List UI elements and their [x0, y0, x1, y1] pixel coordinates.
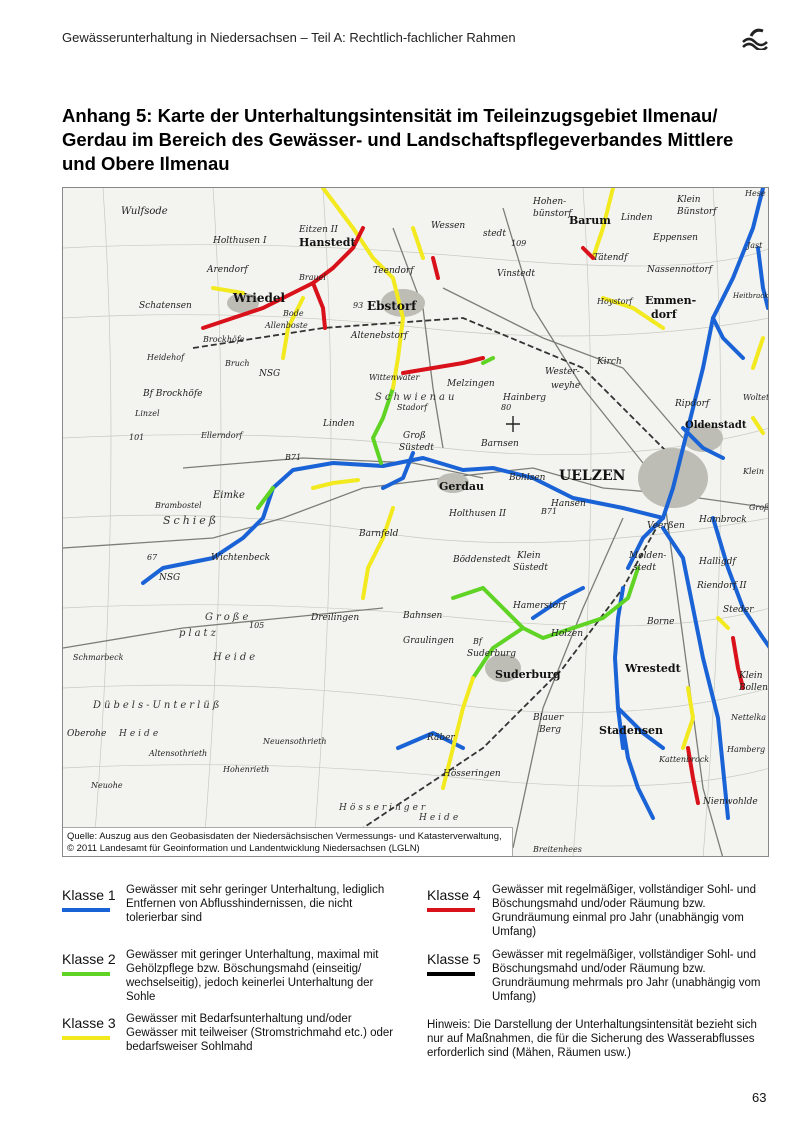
place-label: UELZEN — [559, 468, 626, 484]
place-label: Nassennottorf — [647, 265, 713, 275]
place-label: Steder — [723, 605, 754, 615]
place-label: Eitzen II — [299, 225, 338, 235]
place-label: Heide — [213, 652, 259, 663]
place-label: Barnsen — [481, 439, 519, 449]
place-label: Klein — [677, 195, 701, 205]
place-label: Graulingen — [403, 636, 455, 646]
place-label: Linden — [621, 213, 653, 223]
legend-swatch-klasse-5 — [427, 972, 475, 976]
place-label: 80 — [501, 403, 512, 412]
place-label: Molden- — [629, 551, 667, 561]
place-label: Blauer — [533, 713, 564, 723]
place-label: Vinstedt — [497, 269, 535, 279]
place-label: Hoystorf — [597, 297, 633, 306]
place-label: Süstedt — [399, 443, 434, 453]
place-label: Berg — [539, 725, 562, 735]
legend-swatch-klasse-3 — [62, 1036, 110, 1040]
place-label: Ebstorf — [367, 299, 417, 313]
legend-desc-klasse-2: Gewässer mit geringer Unterhaltung, maximal mit Gehölzpflege bzw. Böschungsmahd (einseitig/ wechselseitig), jedoch keinerlei Unterhaltung der Sohle — [126, 949, 379, 1003]
place-label: platz — [179, 628, 219, 639]
place-label: Heidehof — [147, 353, 185, 362]
place-label: Groß — [403, 431, 426, 441]
place-label: Holzen — [551, 629, 584, 639]
place-label: Kattenbrock — [659, 755, 710, 764]
place-label: Eppensen — [653, 233, 698, 243]
place-label: Bahnsen — [403, 611, 443, 621]
place-label: Emmen- — [645, 294, 697, 307]
place-label: 93 — [353, 301, 364, 310]
place-label: Suderburg — [467, 649, 516, 659]
legend-desc-klasse-1: Gewässer mit sehr geringer Unterhaltung, lediglich Entfernen von Abflusshindernissen, die nicht tolerierbar sind — [126, 884, 385, 924]
place-label: Wulfsode — [121, 206, 168, 217]
place-label: Bode — [283, 309, 304, 318]
place-label: Hösseringer — [339, 803, 429, 813]
place-label: Hansen — [551, 499, 586, 509]
place-label: Neuensothrieth — [263, 737, 327, 746]
place-label: Stadensen — [599, 724, 664, 737]
page-title: Anhang 5: Karte der Unterhaltungsintensität im Teileinzugsgebiet Ilmenau/ Gerdau im Bereich des Gewässer- und Landschaftspflegeverbandes Mittlere und Obere Ilmenau — [62, 105, 734, 174]
place-label: Oberohe — [67, 729, 107, 739]
place-label: Brambostel — [155, 501, 202, 510]
place-label: Klein — [517, 551, 541, 561]
place-label: Brauel — [299, 273, 326, 282]
place-label: Kirch — [597, 357, 622, 367]
place-label: bünstorf — [533, 209, 572, 219]
place-label: Riendorf II — [697, 581, 747, 591]
place-label: Hanstedt — [299, 236, 356, 249]
legend-desc-klasse-3: Gewässer mit Bedarfsunterhaltung und/oder Gewässer mit teilweiser (Stromstrichmahd etc.) oder bedarfsweiser Sohlmahd — [126, 1013, 394, 1053]
legend-hint: Hinweis: Die Darstellung der Unterhaltungsintensität bezieht sich nur auf Maßnahmen, die für die Sicherung des Wasserabflusses erforderlich sind (Mähen, Räumen usw.) — [427, 1019, 757, 1059]
place-label: Eimke — [213, 490, 245, 501]
place-label: Heide — [419, 813, 462, 823]
place-label: Nettelka — [731, 713, 767, 722]
place-label: Bohlsen — [509, 473, 546, 483]
place-label: Dübels-Unterlüß — [93, 700, 223, 711]
place-label: Wester- — [545, 367, 580, 377]
place-label: 105 — [249, 621, 265, 630]
place-label: Holthusen II — [449, 509, 507, 519]
place-label: Halligdf — [699, 557, 736, 567]
place-label: dorf — [651, 308, 677, 321]
place-label: Heitbrack — [733, 292, 769, 300]
place-label: 109 — [511, 239, 527, 248]
place-label: Stadorf — [397, 403, 428, 412]
legend-label-klasse-4: Klasse 4 — [427, 887, 481, 903]
place-label: Altensothrieth — [149, 749, 208, 758]
place-label: stedt — [633, 563, 656, 573]
place-label: Räber — [427, 733, 455, 743]
place-label: Altenebstorf — [351, 331, 408, 341]
page-number: 63 — [752, 1090, 767, 1105]
place-label: stedt — [483, 229, 506, 239]
place-label: Veerßen — [647, 521, 685, 531]
place-label: Hösseringen — [443, 769, 501, 779]
legend-swatch-klasse-1 — [62, 908, 110, 912]
place-label: Brockhöfe — [203, 335, 245, 344]
place-label: Nienwohlde — [703, 797, 758, 807]
place-label: Suderburg — [495, 668, 561, 681]
place-label: Melzingen — [447, 379, 495, 389]
place-label: Hambrock — [699, 515, 747, 525]
place-label: B71 — [285, 453, 302, 462]
legend-label-klasse-3: Klasse 3 — [62, 1015, 116, 1031]
map-source-note: Quelle: Auszug aus den Geobasisdaten der Niedersächsischen Vermessungs- und Katasterverwaltung, © 2011 Landesamt für Geoinformation und Landentwicklung Niedersachsen (LGLN) — [63, 827, 513, 857]
place-label: Wittenwater — [369, 373, 420, 382]
place-label: Hohen- — [533, 197, 567, 207]
legend-desc-klasse-5: Gewässer mit regelmäßiger, vollständiger Sohl- und Böschungsmahd und/oder Räumung bzw. Grundräumung mehrmals pro Jahr (unabhängig vom Umfang) — [492, 949, 761, 1003]
place-label: Bollen — [739, 683, 768, 693]
place-label: 67 — [147, 553, 158, 562]
wave-logo-icon — [741, 26, 769, 50]
place-label: Groß — [749, 503, 770, 512]
place-label: B71 — [541, 507, 558, 516]
place-label: Klein — [743, 467, 764, 476]
place-label: Ripdorf — [675, 399, 710, 409]
place-label: Breitenhees — [533, 845, 582, 854]
place-label: Bruch — [225, 359, 250, 368]
place-label: Süstedt — [513, 563, 548, 573]
place-label: weyhe — [551, 381, 581, 391]
place-label: Bf — [473, 637, 482, 646]
place-label: Holthusen I — [213, 236, 267, 246]
map-frame[interactable] — [62, 187, 769, 857]
place-label: Wichtenbeck — [211, 553, 271, 563]
place-label: Barum — [569, 214, 611, 227]
place-label: Böddenstedt — [453, 555, 511, 565]
place-label: Hamberg — [727, 745, 766, 754]
place-label: Bünstorf — [677, 207, 717, 217]
place-label: Linden — [323, 419, 355, 429]
place-label: Klein — [739, 671, 763, 681]
place-label: Dreilingen — [311, 613, 360, 623]
place-label: Jast — [747, 241, 763, 250]
place-label: Allenboste — [265, 321, 308, 330]
running-header: Gewässerunterhaltung in Niedersachsen – Teil A: Rechtlich-fachlicher Rahmen — [62, 30, 516, 45]
topographic-map[interactable] — [63, 188, 769, 857]
place-label: Schwienau — [375, 392, 458, 403]
place-label: Barnfeld — [359, 529, 399, 539]
place-label: Wrestedt — [625, 662, 681, 675]
place-label: Linzel — [135, 409, 160, 418]
place-label: Bf Brockhöfe — [143, 389, 203, 399]
legend-desc-klasse-4: Gewässer mit regelmäßiger, vollständiger Sohl- und Böschungsmahd und/oder Räumung bzw. Grundräumung einmal pro Jahr (unabhängig vom Umfang) — [492, 884, 756, 938]
place-label: NSG — [259, 369, 281, 379]
legend-swatch-klasse-2 — [62, 972, 110, 976]
place-label: NSG — [159, 573, 181, 583]
place-label: Hainberg — [503, 393, 547, 403]
place-label: Woltet — [743, 393, 770, 402]
legend-swatch-klasse-4 — [427, 908, 475, 912]
place-label: Gerdau — [439, 480, 485, 493]
place-label: Hohenrieth — [223, 765, 270, 774]
place-label: 101 — [129, 433, 145, 442]
legend-label-klasse-5: Klasse 5 — [427, 951, 481, 967]
place-label: Hamerstorf — [513, 601, 566, 611]
place-label: Tätendf — [593, 253, 628, 263]
place-label: Wriedel — [233, 291, 286, 305]
place-label: Hese — [745, 189, 766, 198]
place-label: Arendorf — [207, 265, 248, 275]
place-label: Heide — [119, 729, 162, 739]
place-label: Schatensen — [139, 301, 192, 311]
legend-label-klasse-2: Klasse 2 — [62, 951, 116, 967]
place-label: Borne — [647, 617, 675, 627]
place-label: Große — [205, 612, 252, 623]
place-label: Schmarbeck — [73, 653, 124, 662]
place-label: Schieß — [163, 514, 220, 527]
place-label: Teendorf — [373, 266, 414, 276]
place-label: Ellerndorf — [201, 431, 243, 440]
place-label: Neuohe — [91, 781, 123, 790]
place-label: Oldenstadt — [685, 420, 747, 431]
legend-label-klasse-1: Klasse 1 — [62, 887, 116, 903]
place-label: Wessen — [431, 221, 466, 231]
